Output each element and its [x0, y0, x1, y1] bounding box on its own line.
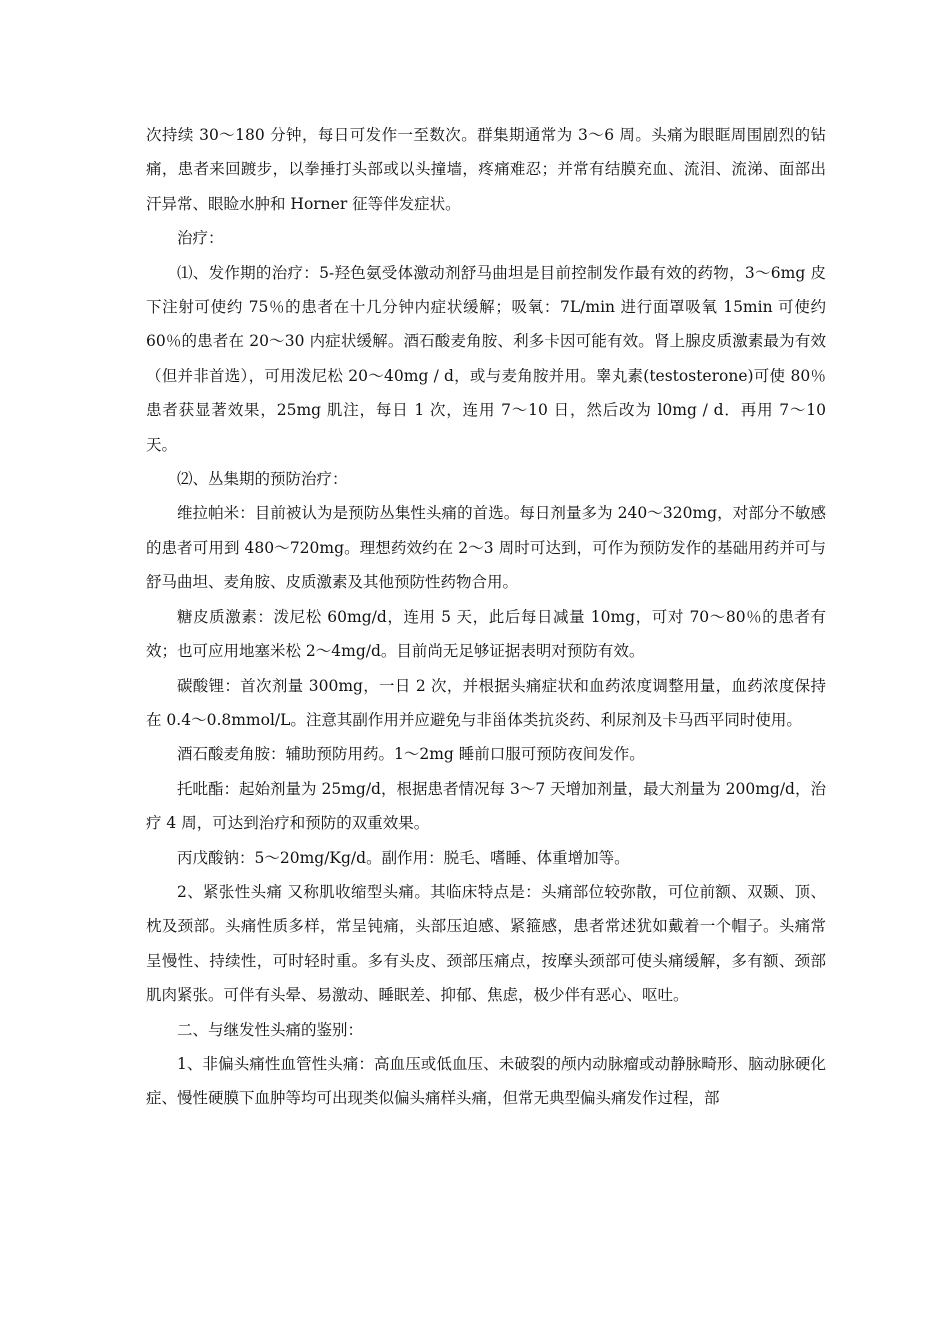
paragraph-lithium: 碳酸锂：首次剂量 300mg，一日 2 次，并根据头痛症状和血药浓度调整用量，血药浓度保持在 0.4～0.8mmol/L。注意其副作用并应避免与非甾体类抗炎药、利尿剂及卡马西平同时使用。 [146, 676, 826, 729]
paragraph-acute-treatment: ⑴、发作期的治疗：5-羟色氨受体激动剂舒马曲坦是目前控制发作最有效的药物，3～6mg 皮下注射可使约 75％的患者在十几分钟内症状缓解；吸氧：7L/min 进行面罩吸氧 15min 可使约 60％的患者在 20～30 内症状缓解。酒石酸麦角胺、利多卡因可能有效。肾上腺皮质激素最为有效（但并非首选），可用泼尼松 20～40mg / d，或与麦角胺并用。睾丸素(testosterone)可使 80％患者获显著效果，25mg 肌注，每日 1 次，连用 7～10 日，然后改为 l0mg / d．再用 7～10 天。 [146, 263, 826, 454]
paragraph-ergotamine: 酒石酸麦角胺：辅助预防用药。1～2mg 睡前口服可预防夜间发作。 [177, 745, 645, 764]
paragraph-valproate: 丙戊酸钠：5～20mg/Kg/d。副作用：脱毛、嗜睡、体重增加等。 [177, 848, 630, 867]
document-body [146, 118, 826, 1116]
paragraph-treatment-heading: 治疗： [177, 229, 224, 248]
paragraph-tension-headache: 2、紧张性头痛 又称肌收缩型头痛。其临床特点是：头痛部位较弥散，可位前额、双颞、顶、枕及颈部。头痛性质多样，常呈钝痛，头部压迫感、紧箍感，患者常述犹如戴着一个帽子。头痛常呈慢性、持续性，可时轻时重。多有头皮、颈部压痛点，按摩头颈部可使头痛缓解，多有额、颈部肌肉紧张。可伴有头晕、易激动、睡眠差、抑郁、焦虑，极少伴有恶心、呕吐。 [146, 882, 826, 1005]
paragraph-verapamil: 维拉帕米：目前被认为是预防丛集性头痛的首选。每日剂量多为 240～320mg，对部分不敏感的患者可用到 480～720mg。理想药效约在 2～3 周时可达到，可作为预防发作的基础用药并可与舒马曲坦、麦角胺、皮质激素及其他预防性药物合用。 [146, 504, 826, 592]
paragraph-non-migraine-vascular: 1、非偏头痛性血管性头痛：高血压或低血压、未破裂的颅内动脉瘤或动静脉畸形、脑动脉硬化症、慢性硬膜下血肿等均可出现类似偏头痛样头痛，但常无典型偏头痛发作过程，部 [146, 1054, 826, 1108]
paragraph-cluster-headache-course: 次持续 30～180 分钟，每日可发作一至数次。群集期通常为 3～6 周。头痛为眼眶周围剧烈的钻痛，患者来回踱步，以拳捶打头部或以头撞墙，疼痛难忍；并常有结膜充血、流泪、流涕、面部出汗异常、眼睑水肿和 Horner 征等伴发症状。 [146, 126, 826, 213]
paragraph-glucocorticoids: 糖皮质激素：泼尼松 60mg/d，连用 5 天，此后每日减量 10mg，可对 70～80％的患者有效；也可应用地塞米松 2～4mg/d。目前尚无足够证据表明对预防有效。 [146, 607, 826, 661]
paragraph-prevention-heading: ⑵、丛集期的预防治疗： [177, 470, 348, 489]
paragraph-topiramate: 托吡酯：起始剂量为 25mg/d，根据患者情况每 3～7 天增加剂量，最大剂量为 200mg/d，治疗 4 周，可达到治疗和预防的双重效果。 [146, 779, 826, 833]
paragraph-secondary-headache-heading: 二、与继发性头痛的鉴别： [177, 1020, 364, 1039]
